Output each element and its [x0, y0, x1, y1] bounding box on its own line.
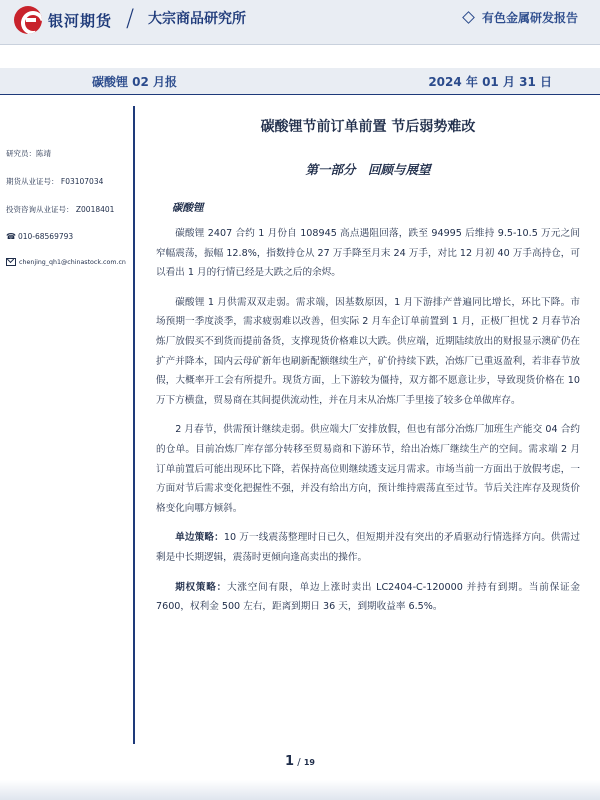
- paragraph-supply-demand: 碳酸锂 1 月供需双双走弱。需求端，因基数原因，1 月下游排产普遍同比增长，环比下降。市场预期一季度淡季，需求疲弱难以改善，但实际 2 月车企订单前置到 1 月，正极厂担忧 2 月春节冶炼厂放假买不到货而提前备货，支撑现货价格难以大跌。供应端，近期陆续放出的财报显示澳矿仍在扩产并降本，国内云母矿新年也刷新配额继续生产，矿价持续下跌，冶炼厂已重返盈利，若非春节放假，大概率开工会有所提升。现货方面，上下游较为僵持，双方都不愿意让步，导致现货价格在 10 万下方横盘，贸易商在其间提供流动性，并在月末从冶炼厂手里接了较多仓单做库存。: [156, 296, 580, 406]
- option-strategy-label: 期权策略：: [175, 581, 228, 593]
- directional-strategy-label: 单边策略：: [175, 532, 224, 544]
- document-title: 碳酸锂节前订单前置 节后弱势难改: [260, 119, 476, 135]
- report-name: 碳酸锂 02 月报: [92, 75, 178, 89]
- subsection-title: 碳酸锂: [172, 202, 204, 214]
- company-name: 银河期货: [48, 11, 113, 30]
- page-footer: [0, 754, 600, 769]
- brand-logo: [14, 6, 112, 34]
- part-title: 第一部分 回顾与展望: [305, 162, 431, 177]
- sub-header: [0, 68, 600, 95]
- directional-strategy-text: 10 万一线震荡整理时日已久，但短期并没有突出的矛盾驱动行情选择方向。供需过剩是中长期逻辑，震荡时更倾向逢高卖出的操作。: [156, 532, 581, 563]
- analyst-info: [6, 148, 134, 283]
- paragraph-directional-strategy: [156, 528, 580, 567]
- paragraph-outlook: 2 月春节，供需预计继续走弱。供应端大厂安排放假，但也有部分冶炼厂加班生产能交 04 合约的仓单。目前冶炼厂库存部分转移至贸易商和下游环节，给出冶炼厂继续生产的空间。需求端 2 月订单前置后可能出现环比下降，若保持高位则继续透支远月需求。市场当前一方面出于放假考虑，一方面对节后需求变化把握性不强，并没有给出方向，预计维持震荡直至过节。节后关注库存及现货价格变化向哪方倾斜。: [156, 424, 580, 514]
- mail-icon: [6, 258, 16, 266]
- report-date: 2024 年 01 月 31 日: [428, 75, 552, 89]
- column-divider: [133, 106, 135, 744]
- report-type: [464, 9, 578, 26]
- futures-certificate: 期货从业证号： F03107034: [6, 177, 104, 186]
- diamond-icon: [462, 11, 475, 24]
- header-separator: /: [126, 4, 135, 32]
- galaxy-logo-icon: [14, 6, 42, 34]
- phone-icon: ☎: [6, 232, 16, 241]
- option-strategy-text: 大涨空间有限，单边上涨时卖出 LC2404-C-120000 并持有到期。当前保证金 7600，权利金 500 左右，距离到期日 36 天，到期收益率 6.5%。: [156, 581, 580, 613]
- page-separator: /: [297, 757, 301, 768]
- researcher: 研究员：陈靖: [6, 149, 51, 158]
- report-header: [0, 0, 600, 44]
- paragraph-option-strategy: [156, 578, 580, 617]
- current-page: 1: [285, 754, 295, 769]
- phone-number: 010-68569793: [17, 232, 74, 241]
- footer-band: [0, 780, 600, 800]
- email-address[interactable]: chenjing_qh1@chinastock.com.cn: [19, 258, 126, 266]
- total-pages: 19: [303, 758, 315, 767]
- phone-row: [6, 232, 134, 241]
- report-type-label: 有色金属研发报告: [481, 11, 578, 25]
- paragraph-overview: 碳酸锂 2407 合约 1 月份自 108945 高点遇阻回落，跌至 94995 后维持 9.5-10.5 万元之间窄幅震荡，振幅 12.8%，指数持仓从 27 万手降至月末 24 万手，对比 12 月初 40 万手高持仓，可以看出 1 月的行情已经是大跌之后的余烬。: [156, 228, 580, 279]
- investment-certificate: 投资咨询从业证号： Z0018401: [6, 205, 115, 214]
- institute-name: 大宗商品研究所: [148, 11, 246, 27]
- main-content: [156, 110, 580, 617]
- email-row: [6, 258, 134, 266]
- header-divider: [0, 44, 600, 45]
